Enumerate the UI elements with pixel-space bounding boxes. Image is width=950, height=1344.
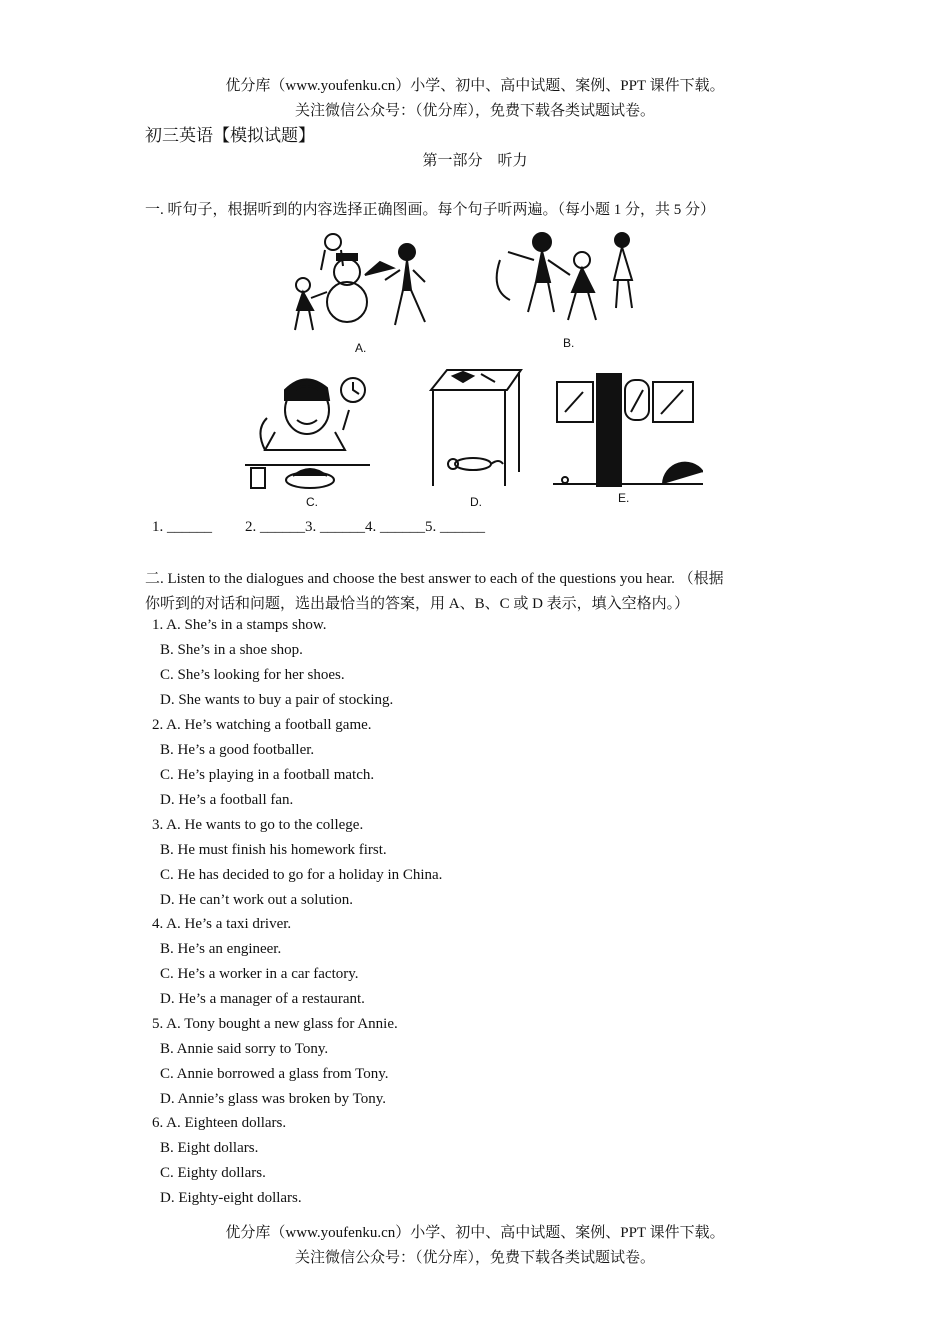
q4-option-a: 4. A. He’s a taxi driver. — [152, 916, 292, 932]
q2-option-c: C. He’s playing in a football match. — [160, 767, 375, 783]
q3-option-c: C. He has decided to go for a holiday in China. — [160, 867, 443, 883]
part-title: 第一部分 听力 — [422, 153, 528, 169]
q5-option-a: 5. A. Tony bought a new glass for Annie. — [152, 1016, 398, 1032]
q1-option-a: 1. A. She’s in a stamps show. — [152, 617, 327, 633]
header-line-1: 优分库（www.youfenku.cn）小学、初中、高中试题、案例、PPT 课件下载。 — [225, 78, 725, 94]
q4-option-b: B. He’s an engineer. — [160, 941, 282, 957]
q3-option-b: B. He must finish his homework first. — [160, 842, 387, 858]
section1-instruction: 一. 听句子，根据听到的内容选择正确图画。每个句子听两遍。（每小题 1 分，共 5 分） — [145, 202, 716, 218]
q1-option-d: D. She wants to buy a pair of stocking. — [160, 692, 394, 708]
q5-option-c: C. Annie borrowed a glass from Tony. — [160, 1066, 389, 1082]
picture-e — [553, 372, 703, 492]
q6-option-c: C. Eighty dollars. — [160, 1165, 266, 1181]
q1-option-b: B. She’s in a shoe shop. — [160, 642, 303, 658]
picture-d — [425, 368, 525, 488]
picture-c-label: C. — [306, 495, 318, 509]
q5-option-d: D. Annie’s glass was broken by Tony. — [160, 1091, 387, 1107]
q6-option-b: B. Eight dollars. — [160, 1140, 259, 1156]
picture-b-label: B. — [563, 336, 575, 350]
q6-option-a: 6. A. Eighteen dollars. — [152, 1115, 287, 1131]
q4-option-d: D. He’s a manager of a restaurant. — [160, 991, 365, 1007]
section2-instruction-line-1: 二. Listen to the dialogues and choose the best answer to each of the questions you hear. （根据 — [145, 571, 724, 587]
picture-c — [245, 370, 375, 495]
picture-a-label: A. — [355, 341, 367, 355]
doc-title: 初三英语【模拟试题】 — [145, 126, 315, 145]
picture-a — [285, 230, 440, 340]
q2-option-b: B. He’s a good footballer. — [160, 742, 315, 758]
q5-option-b: B. Annie said sorry to Tony. — [160, 1041, 329, 1057]
q3-option-a: 3. A. He wants to go to the college. — [152, 817, 364, 833]
q2-option-a: 2. A. He’s watching a football game. — [152, 717, 372, 733]
picture-e-label: E. — [618, 491, 630, 505]
header-line-2: 关注微信公众号：（优分库），免费下载各类试题试卷。 — [294, 103, 655, 119]
footer-line-2: 关注微信公众号：（优分库），免费下载各类试题试卷。 — [294, 1250, 655, 1266]
answer-blank-1[interactable]: 1. ______ — [152, 519, 212, 535]
picture-d-label: D. — [470, 495, 482, 509]
q2-option-d: D. He’s a football fan. — [160, 792, 294, 808]
q1-option-c: C. She’s looking for her shoes. — [160, 667, 345, 683]
footer-line-1: 优分库（www.youfenku.cn）小学、初中、高中试题、案例、PPT 课件下载。 — [225, 1225, 725, 1241]
q6-option-d: D. Eighty-eight dollars. — [160, 1190, 302, 1206]
q4-option-c: C. He’s a worker in a car factory. — [160, 966, 359, 982]
answer-blanks-2-5[interactable]: 2. ______3. ______4. ______5. ______ — [245, 519, 485, 535]
section2-instruction-line-2: 你听到的对话和问题，选出最恰当的答案，用 A、B、C 或 D 表示，填入空格内。） — [145, 596, 690, 612]
q3-option-d: D. He can’t work out a solution. — [160, 892, 354, 908]
picture-b — [490, 230, 650, 330]
